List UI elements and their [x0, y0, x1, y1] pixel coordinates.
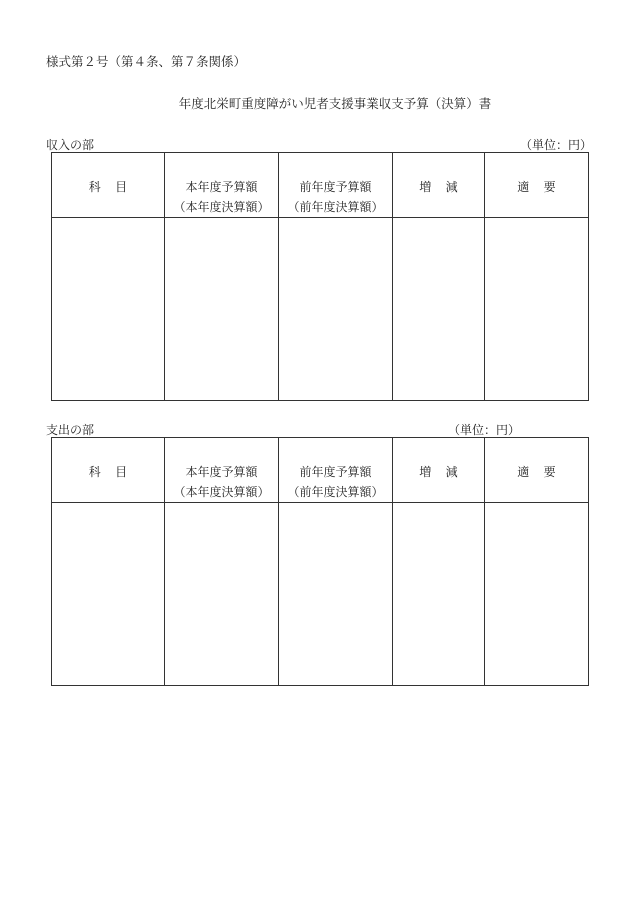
expense-table [51, 437, 589, 686]
income-col-current-budget-label: 本年度予算額 [185, 180, 258, 194]
expense-body-row [52, 503, 589, 686]
expense-col-remarks-label: 適要 [517, 465, 571, 479]
income-col-current-budget-sub: （本年度決算額） [173, 200, 270, 214]
expense-col-change [393, 438, 485, 503]
document-title: 年度北栄町重度障がい児者支援事業収支予算（決算）書 [178, 96, 492, 111]
income-col-subject [52, 153, 165, 218]
income-cell-change[interactable] [393, 218, 485, 401]
income-header-row [52, 153, 589, 218]
expense-col-current-budget-sub: （本年度決算額） [173, 485, 270, 499]
income-col-previous-budget-label: 前年度予算額 [299, 180, 372, 194]
expense-section-label: 支出の部 [46, 423, 95, 437]
expense-col-previous-budget-sub: （前年度決算額） [287, 485, 384, 499]
income-col-current-budget [165, 153, 279, 218]
income-table [51, 152, 589, 401]
expense-col-previous-budget-label: 前年度予算額 [299, 465, 372, 479]
income-cell-previous-budget[interactable] [279, 218, 393, 401]
expense-col-subject [52, 438, 165, 503]
form-number: 様式第２号（第４条、第７条関係） [46, 54, 247, 69]
income-col-previous-budget [279, 153, 393, 218]
expense-cell-subject[interactable] [52, 503, 165, 686]
income-col-change-label: 増減 [419, 180, 473, 194]
expense-col-current-budget [165, 438, 279, 503]
income-cell-subject[interactable] [52, 218, 165, 401]
expense-cell-change[interactable] [393, 503, 485, 686]
income-cell-remarks[interactable] [485, 218, 589, 401]
income-col-remarks [485, 153, 589, 218]
expense-cell-remarks[interactable] [485, 503, 589, 686]
income-col-subject-label: 科目 [88, 180, 142, 194]
income-col-remarks-label: 適要 [517, 180, 571, 194]
income-cell-current-budget[interactable] [165, 218, 279, 401]
income-body-row [52, 218, 589, 401]
expense-cell-current-budget[interactable] [165, 503, 279, 686]
income-col-change [393, 153, 485, 218]
expense-cell-previous-budget[interactable] [279, 503, 393, 686]
expense-col-previous-budget [279, 438, 393, 503]
income-section-label: 収入の部 [46, 138, 95, 152]
expense-unit-label: （単位：円） [448, 423, 521, 437]
income-col-previous-budget-sub: （前年度決算額） [287, 200, 384, 214]
expense-col-subject-label: 科目 [88, 465, 142, 479]
expense-col-current-budget-label: 本年度予算額 [185, 465, 258, 479]
expense-header-row [52, 438, 589, 503]
expense-col-remarks [485, 438, 589, 503]
income-unit-label: （単位：円） [520, 138, 593, 152]
expense-col-change-label: 増減 [419, 465, 473, 479]
